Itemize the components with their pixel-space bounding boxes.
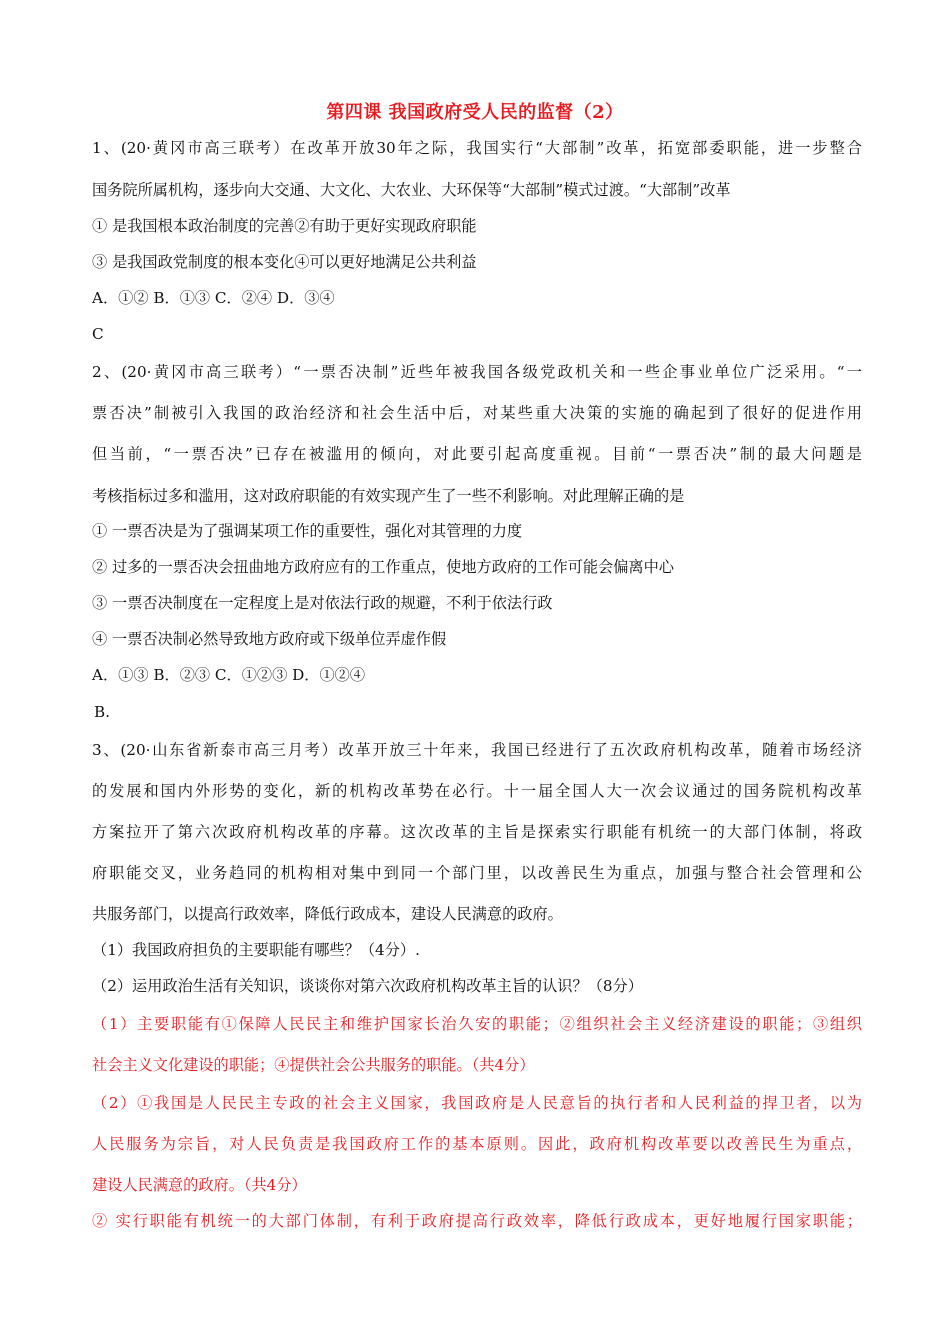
q3-stem-line-3: 方案拉开了第六次政府机构改革的序幕。这次改革的主旨是探索实行职能有机统一的大部门体制，将政: [92, 823, 862, 841]
q2-option-line-3: ③ 一票否决制度在一定程度上是对依法行政的规避，不利于依法行政: [92, 594, 553, 612]
q3-stem-line-5: 共服务部门，以提高行政效率，降低行政成本，建设人民满意的政府。: [92, 905, 563, 923]
q2-option-line-2: ② 过多的一票否决会扭曲地方政府应有的工作重点，使地方政府的工作可能会偏离中心: [92, 558, 674, 576]
q1-stem-line-1: 1、(20·黄冈市高三联考）在改革开放30年之际，我国实行“大部制”改革，拓宽部委职能，进一步整合: [92, 139, 862, 157]
q2-stem-line-3: 但当前，“一票否决”已存在被滥用的倾向，对此要引起高度重视。目前“一票否决”制的最大问题是: [92, 445, 862, 463]
q2-stem-line-4: 考核指标过多和滥用，这对政府职能的有效实现产生了一些不利影响。对此理解正确的是: [92, 487, 685, 505]
q3-stem-line-4: 府职能交叉，业务趋同的机构相对集中到同一个部门里，以改善民生为重点，加强与整合社会管理和公: [92, 864, 862, 882]
q3-stem-line-1: 3、(20·山东省新泰市高三月考）改革开放三十年来，我国已经进行了五次政府机构改革，随着市场经济: [92, 741, 862, 759]
q3-stem-line-2: 的发展和国内外形势的变化，新的机构改革势在必行。十一届全国人大一次会议通过的国务院机构改革: [92, 782, 862, 800]
q1-option-line-1: ① 是我国根本政治制度的完善②有助于更好实现政府职能: [92, 217, 477, 235]
q3-subquestion-1: （1）我国政府担负的主要职能有哪些？（4分）.: [92, 941, 420, 959]
q3-answer-2-line-3: 建设人民满意的政府。（共4分）: [92, 1176, 307, 1194]
q3-answer-1-line-1: （1）主要职能有①保障人民民主和维护国家长治久安的职能；②组织社会主义经济建设的职能；③组织: [92, 1015, 862, 1033]
q1-choices: A．①② B．①③ C．②④ D．③④: [92, 289, 335, 307]
page-title: 第四课 我国政府受人民的监督（2）: [326, 102, 624, 123]
q3-answer-2-line-1: （2）①我国是人民民主专政的社会主义国家，我国政府是人民意旨的执行者和人民利益的捍卫者，以为: [92, 1094, 862, 1112]
q3-answer-2-line-2: 人民服务为宗旨，对人民负责是我国政府工作的基本原则。因此，政府机构改革要以改善民生为重点，: [92, 1135, 862, 1153]
q1-option-line-2: ③ 是我国政党制度的根本变化④可以更好地满足公共利益: [92, 253, 477, 271]
q3-subquestion-2: （2）运用政治生活有关知识，谈谈你对第六次政府机构改革主旨的认识？（8分）: [92, 977, 643, 995]
q2-option-line-1: ① 一票否决是为了强调某项工作的重要性，强化对其管理的力度: [92, 522, 523, 540]
q2-answer: B.: [94, 703, 110, 721]
q1-stem-line-2: 国务院所属机构，逐步向大交通、大文化、大农业、大环保等“大部制”模式过渡。“大部制”改革: [92, 181, 731, 199]
q1-answer: C: [92, 325, 104, 343]
q2-stem-line-2: 票否决”制被引入我国的政治经济和社会生活中后，对某些重大决策的实施的确起到了很好的促进作用: [92, 404, 862, 422]
q2-option-line-4: ④ 一票否决制必然导致地方政府或下级单位弄虚作假: [92, 630, 447, 648]
q3-answer-2-line-4: ② 实行职能有机统一的大部门体制，有利于政府提高行政效率，降低行政成本，更好地履行国家职能；: [92, 1212, 862, 1230]
q2-stem-line-1: 2、(20·黄冈市高三联考）“一票否决制”近些年被我国各级党政机关和一些企事业单位广泛采用。“一: [92, 363, 862, 381]
q3-answer-1-line-2: 社会主义文化建设的职能；④提供社会公共服务的职能。（共4分）: [92, 1056, 535, 1074]
q2-choices: A．①③ B．②③ C．①②③ D．①②④: [92, 666, 366, 684]
